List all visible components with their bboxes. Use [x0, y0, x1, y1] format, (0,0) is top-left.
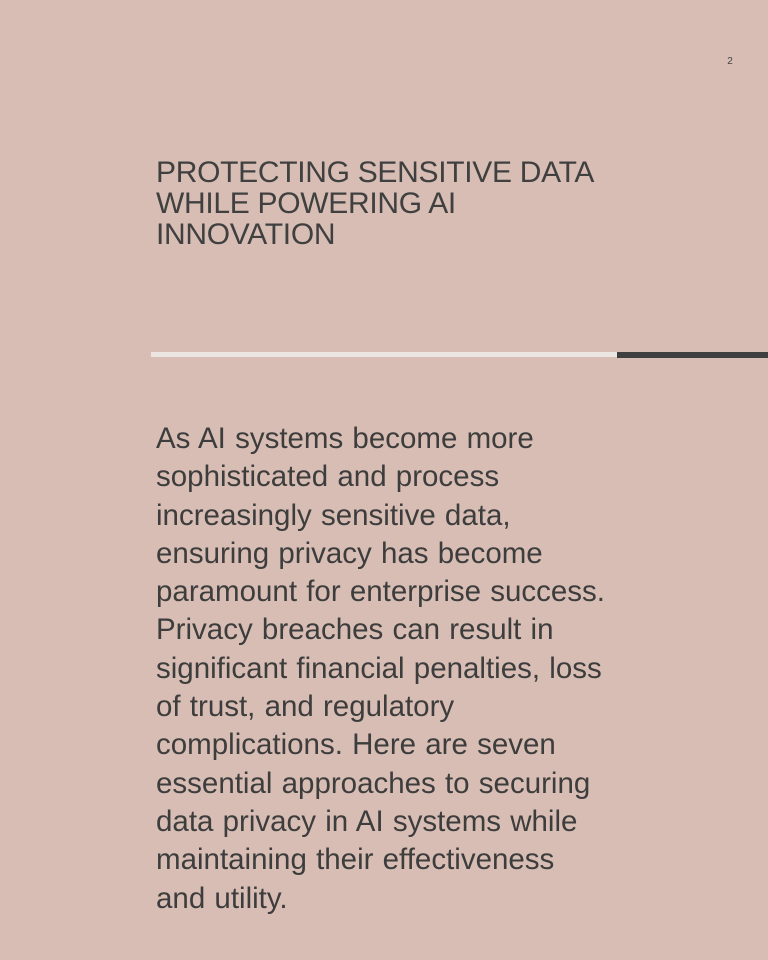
- divider-light: [151, 352, 617, 357]
- slide-title: PROTECTING SENSITIVE DATA WHILE POWERING AI INNOVATION: [156, 156, 593, 251]
- divider-dark: [617, 352, 768, 358]
- body-paragraph: As AI systems become more sophisticated and process increasingly sensitive data, ensuring privacy has become paramount for enterprise success. Privacy breaches can result in significant financial penalties, loss of trust, and regulatory complications. Here are seven essential approaches to securing data privacy in AI systems while maintaining their effectiveness and utility.: [156, 422, 605, 915]
- page-number: 2: [727, 56, 733, 67]
